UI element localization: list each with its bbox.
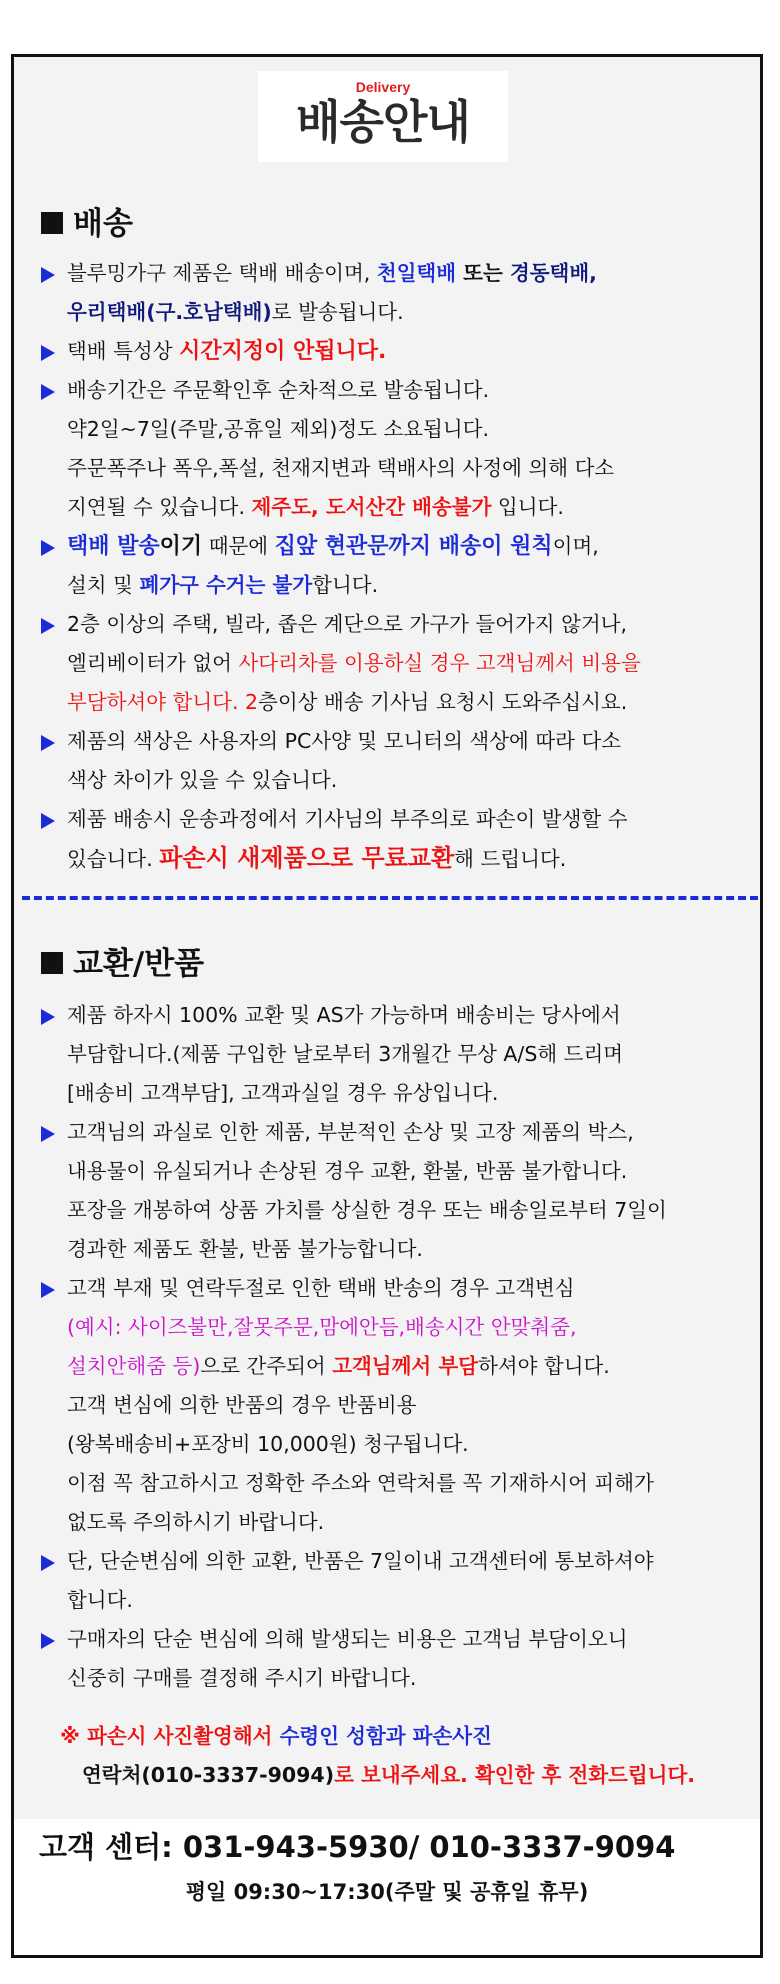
exchange-section-title: 교환/반품 (41, 938, 204, 983)
page-title: 배송안내 (296, 95, 470, 149)
triangle-bullet-icon (41, 618, 55, 634)
business-hours: 평일 09:30~17:30(주말 및 공휴일 휴무) (185, 1880, 589, 1904)
list-item: 택배 발송이기 때문에 집앞 현관문까지 배송이 원칙이며, 설치 및 폐가구 수거는 불가합니다. (41, 527, 761, 605)
triangle-bullet-icon (41, 1126, 55, 1142)
customer-center-footer (14, 1819, 760, 1955)
triangle-bullet-icon (41, 813, 55, 829)
badge-subtitle: Delivery (355, 79, 411, 95)
list-item: 구매자의 단순 변심에 의해 발생되는 비용은 고객님 부담이오니 신중히 구매를 결정해 주시기 바랍니다. (41, 1620, 761, 1698)
delivery-info-panel (11, 54, 763, 1958)
triangle-bullet-icon (41, 735, 55, 751)
section-divider (22, 896, 758, 900)
triangle-bullet-icon (41, 384, 55, 400)
triangle-bullet-icon (41, 1009, 55, 1025)
list-item: 고객님의 과실로 인한 제품, 부분적인 손상 및 고장 제품의 박스, 내용물이 유실되거나 손상된 경우 교환, 환불, 반품 불가합니다. 포장을 개봉하여 상품 가치를 상실한 경우 또는 배송일로부터 7일이 경과한 제품도 환불, 반품 불가능합니다. (41, 1113, 761, 1269)
square-bullet-icon (41, 212, 63, 234)
title-badge (258, 71, 508, 162)
triangle-bullet-icon (41, 1555, 55, 1571)
list-item: 제품 배송시 운송과정에서 기사님의 부주의로 파손이 발생할 수 있습니다. 파손시 새제품으로 무료교환해 드립니다. (41, 800, 761, 879)
list-item: 배송기간은 주문확인후 순차적으로 발송됩니다. 약2일~7일(주말,공휴일 제외)정도 소요됩니다. 주문폭주나 폭우,폭설, 천재지변과 택배사의 사정에 의해 다소 지연될 수 있습니다. 제주도, 도서산간 배송불가 입니다. (41, 371, 761, 527)
list-item: 제품의 색상은 사용자의 PC사양 및 모니터의 색상에 따라 다소 색상 차이가 있을 수 있습니다. (41, 722, 761, 800)
triangle-bullet-icon (41, 1633, 55, 1649)
exchange-list (41, 996, 761, 1698)
list-item: 고객 부재 및 연락두절로 인한 택배 반송의 경우 고객변심 (예시: 사이즈불만,잘못주문,맘에안듬,배송시간 안맞춰줌, 설치안해줌 등)으로 간주되어 고객님께서 부담하셔야 합니다. 고객 변심에 의한 반품의 경우 반품비용 (왕복배송비+포장비 10,000원) 청구됩니다. 이점 꼭 참고하시고 정확한 주소와 연락처를 꼭 기재하시어 피해가 없도록 주의하시기 바랍니다. (41, 1269, 761, 1542)
triangle-bullet-icon (41, 267, 55, 283)
list-item: 제품 하자시 100% 교환 및 AS가 가능하며 배송비는 당사에서 부담합니다.(제품 구입한 날로부터 3개월간 무상 A/S해 드리며 [배송비 고객부담], 고객과실일 경우 유상입니다. (41, 996, 761, 1113)
reference-mark: ※ (60, 1724, 80, 1748)
list-item: 2층 이상의 주택, 빌라, 좁은 계단으로 가구가 들어가지 않거나, 엘리베이터가 없어 사다리차를 이용하실 경우 고객님께서 비용을 부담하셔야 합니다. 2층이상 배송 기사님 요청시 도와주십시요. (41, 605, 761, 722)
triangle-bullet-icon (41, 540, 55, 556)
customer-center-phone: 고객 센터: 031-943-5930/ 010-3337-9094 (39, 1830, 676, 1864)
list-item: 블루밍가구 제품은 택배 배송이며, 천일택배 또는 경동택배, 우리택배(구.호남택배)로 발송됩니다. (41, 254, 761, 332)
delivery-section-title: 배송 (41, 198, 133, 243)
square-bullet-icon (41, 952, 63, 974)
triangle-bullet-icon (41, 345, 55, 361)
delivery-list (41, 254, 761, 879)
triangle-bullet-icon (41, 1282, 55, 1298)
list-item: 택배 특성상 시간지정이 안됩니다. (41, 332, 761, 371)
damage-notice: ※ 파손시 사진촬영해서 수령인 성함과 파손사진 연락처(010-3337-9094)로 보내주세요. 확인한 후 전화드립니다. (60, 1724, 696, 1787)
list-item: 단, 단순변심에 의한 교환, 반품은 7일이내 고객센터에 통보하셔야 합니다. (41, 1542, 761, 1620)
